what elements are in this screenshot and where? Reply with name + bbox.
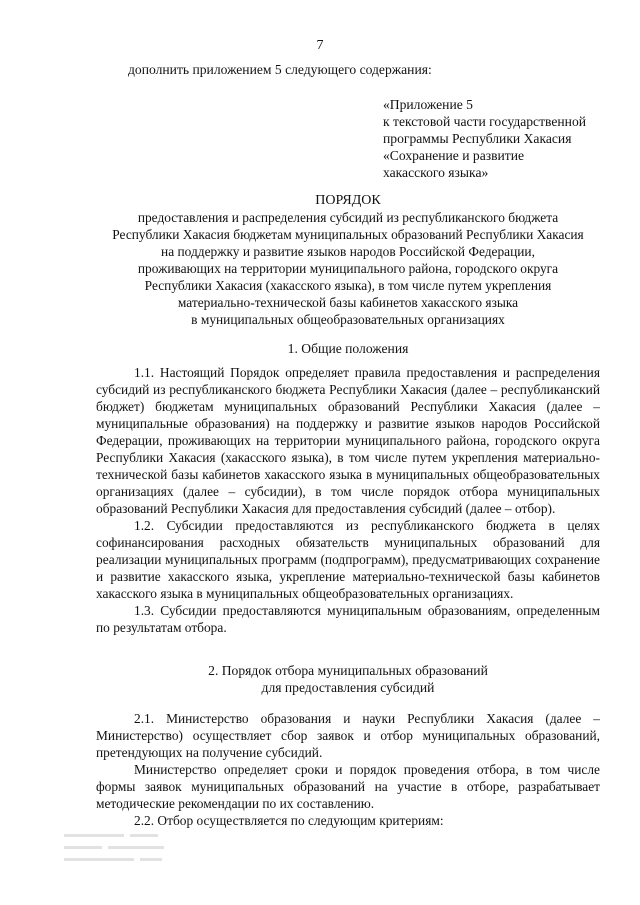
paragraph-2-1b: Министерство определяет сроки и порядок проведения отбора, в том числе формы заявок муниципальных образований на участие в отборе, разрабатывает методические рекомендации по их составлению. — [96, 762, 600, 811]
title-line: в муниципальных общеобразовательных организациях — [191, 312, 505, 327]
paragraph-2-1: 2.1. Министерство образования и науки Республики Хакасия (далее – Министерство) осуществляет сбор заявок и отбор муниципальных образований, претендующих на получение субсидий. — [96, 711, 600, 760]
section-1-body — [96, 364, 600, 636]
title-line: предоставления и распределения субсидий из республиканского бюджета — [137, 210, 559, 225]
section-2-body — [96, 710, 600, 829]
title-line: Республики Хакасия (хакасского языка), в том числе путем укрепления — [144, 278, 552, 293]
paragraph-1-2: 1.2. Субсидии предоставляются из республиканского бюджета в целях софинансирования расходных обязательств муниципальных образований для реализации муниципальных программ (подпрограмм), предусматривающих сохранение и развитие хакасского языка, укрепление материально-технической базы кабинетов хакасского языка в муниципальных общеобразовательных организациях. — [96, 518, 600, 601]
annex-line: программы Республики Хакасия — [383, 131, 572, 146]
paragraph-1-3: 1.3. Субсидии предоставляются муниципальным образованиям, определенным по результатам отбора. — [96, 603, 600, 635]
section-2-heading-line: 2. Порядок отбора муниципальных образований — [208, 663, 488, 678]
faint-stamp-mark — [60, 828, 180, 870]
section-2-heading — [96, 662, 600, 696]
annex-reference — [383, 96, 586, 181]
paragraph-2-2: 2.2. Отбор осуществляется по следующим критериям: — [134, 813, 444, 828]
page-number: 7 — [316, 38, 324, 53]
title-line: Республики Хакасия бюджетам муниципальных образований Республики Хакасия — [112, 227, 584, 242]
section-2-heading-line: для предоставления субсидий — [261, 680, 435, 695]
intro-line: дополнить приложением 5 следующего содержания: — [128, 62, 432, 77]
title-heading: ПОРЯДОК — [315, 193, 381, 208]
annex-line: «Сохранение и развитие — [383, 148, 525, 163]
section-1-heading: 1. Общие положения — [287, 341, 409, 356]
annex-line: «Приложение 5 — [383, 97, 473, 112]
document-title — [96, 192, 600, 328]
title-line: проживающих на территории муниципального района, городского округа — [137, 261, 559, 276]
annex-line: к текстовой части государственной — [383, 114, 587, 129]
annex-line: хакасского языка» — [383, 165, 489, 180]
title-line: материально-технической базы кабинетов хакасского языка — [177, 295, 519, 310]
paragraph-1-1: 1.1. Настоящий Порядок определяет правила предоставления и распределения субсидий из республиканского бюджета Республики Хакасия (далее – республиканский бюджет) бюджетам муниципальных образований Республики Хакасия (далее – муниципальные образования) на поддержку и развитие языков народов Российской Федерации, проживающих на территории муниципального района, городского округа Республики Хакасия (хакасского языка), в том числе путем укрепления материально-технической базы кабинетов хакасского языка в муниципальных общеобразовательных организациях (далее – субсидии), в том числе порядок отбора муниципальных образований Республики Хакасия для предоставления субсидий (далее – отбор). — [96, 365, 600, 516]
title-line: на поддержку и развитие языков народов Российской Федерации, — [161, 244, 535, 259]
